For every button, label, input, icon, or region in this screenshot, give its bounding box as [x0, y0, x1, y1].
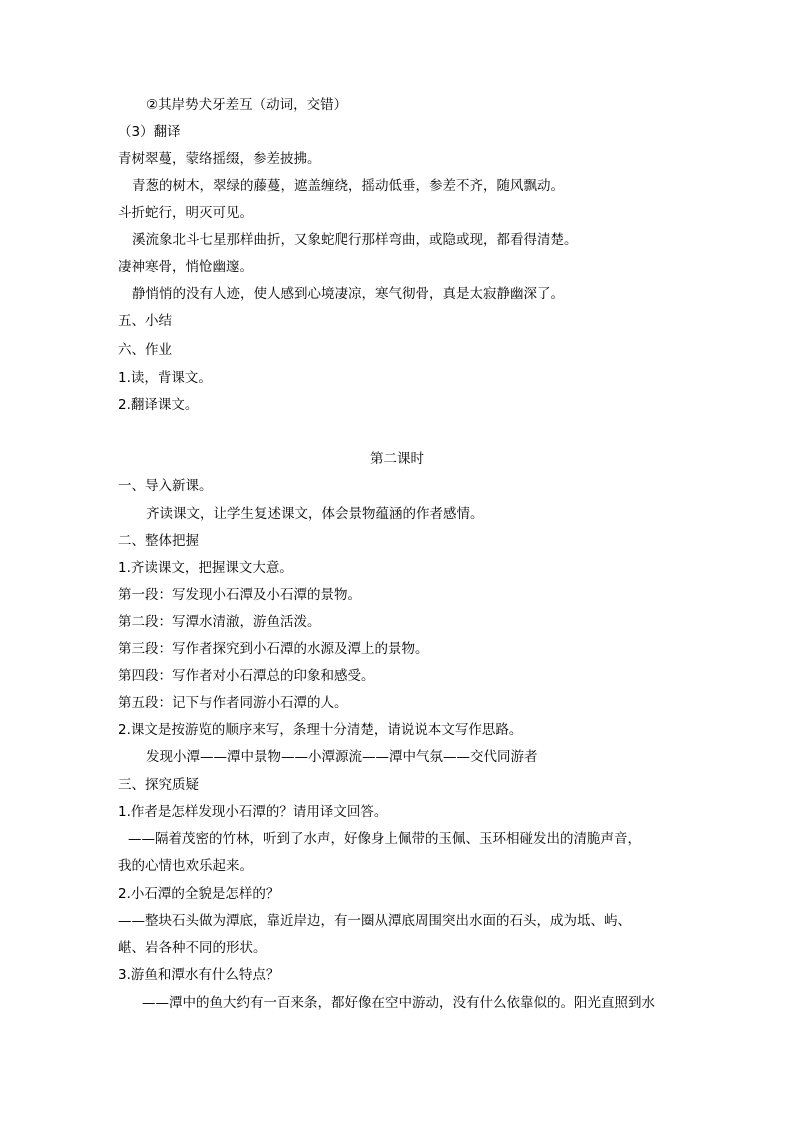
doc-line: 第五段：记下与作者同游小石潭的人。 — [118, 695, 348, 711]
list-item: 1.作者是怎样发现小石潭的？请用译文回答。 — [118, 804, 388, 820]
section-heading: 二、整体把握 — [118, 533, 199, 549]
doc-line: ②其岸势犬牙差互（动词，交错） — [146, 97, 348, 113]
section-heading: （3）翻译 — [118, 124, 181, 140]
doc-line: 溪流象北斗七星那样曲折，又象蛇爬行那样弯曲，或隐或现，都看得清楚。 — [132, 232, 578, 248]
section-heading: 六、作业 — [118, 342, 172, 358]
doc-line: 静悄悄的没有人迹，使人感到心境凄凉，寒气彻骨，真是太寂静幽深了。 — [132, 286, 564, 302]
doc-line: 青葱的树木，翠绿的藤蔓，遮盖缠绕，摇动低垂，参差不齐，随风飘动。 — [132, 178, 564, 194]
section-heading: 三、探究质疑 — [118, 777, 199, 793]
doc-line: 第三段：写作者探究到小石潭的水源及潭上的景物。 — [118, 641, 429, 657]
doc-line: 发现小潭——潭中景物——小潭源流——潭中气氛——交代同游者 — [146, 749, 538, 765]
doc-line: 第一段：写发现小石潭及小石潭的景物。 — [118, 587, 361, 603]
list-item: 2.翻译课文。 — [118, 397, 199, 413]
doc-line: ——整块石头做为潭底，靠近岸边，有一圈从潭底周围突出水面的石头，成为坻、屿、 — [118, 913, 631, 929]
list-item: 2.小石潭的全貌是怎样的？ — [118, 886, 280, 902]
doc-line: 嵁、岩各种不同的形状。 — [118, 940, 267, 956]
doc-line: 齐读课文，让学生复述课文，体会景物蕴涵的作者感情。 — [146, 506, 484, 522]
doc-line: 斗折蛇行，明灭可见。 — [118, 205, 253, 221]
doc-line: 青树翠蔓，蒙络摇缀，参差披拂。 — [118, 151, 321, 167]
list-item: 1.齐读课文，把握课文大意。 — [118, 560, 293, 576]
doc-line: 我的心情也欢乐起来。 — [118, 858, 253, 874]
list-item: 3.游鱼和潭水有什么特点？ — [118, 967, 280, 983]
list-item: 2.课文是按游览的顺序来写，条理十分清楚，请说说本文写作思路。 — [118, 722, 523, 738]
section-heading: 一、导入新课。 — [118, 478, 213, 494]
doc-line: 第二段：写潭水清澈，游鱼活泼。 — [118, 614, 321, 630]
list-item: 1.读，背课文。 — [118, 370, 212, 386]
page-title: 第二课时 — [370, 451, 424, 467]
doc-line: ——潭中的鱼大约有一百来条，都好像在空中游动，没有什么依靠似的。阳光直照到水 — [142, 995, 655, 1011]
section-heading: 五、小结 — [118, 313, 172, 329]
doc-line: ——隔着茂密的竹林，听到了水声，好像身上佩带的玉佩、玉环相碰发出的清脆声音， — [128, 831, 641, 847]
doc-line: 凄神寒骨，悄怆幽邃。 — [118, 259, 253, 275]
doc-line: 第四段：写作者对小石潭总的印象和感受。 — [118, 668, 375, 684]
